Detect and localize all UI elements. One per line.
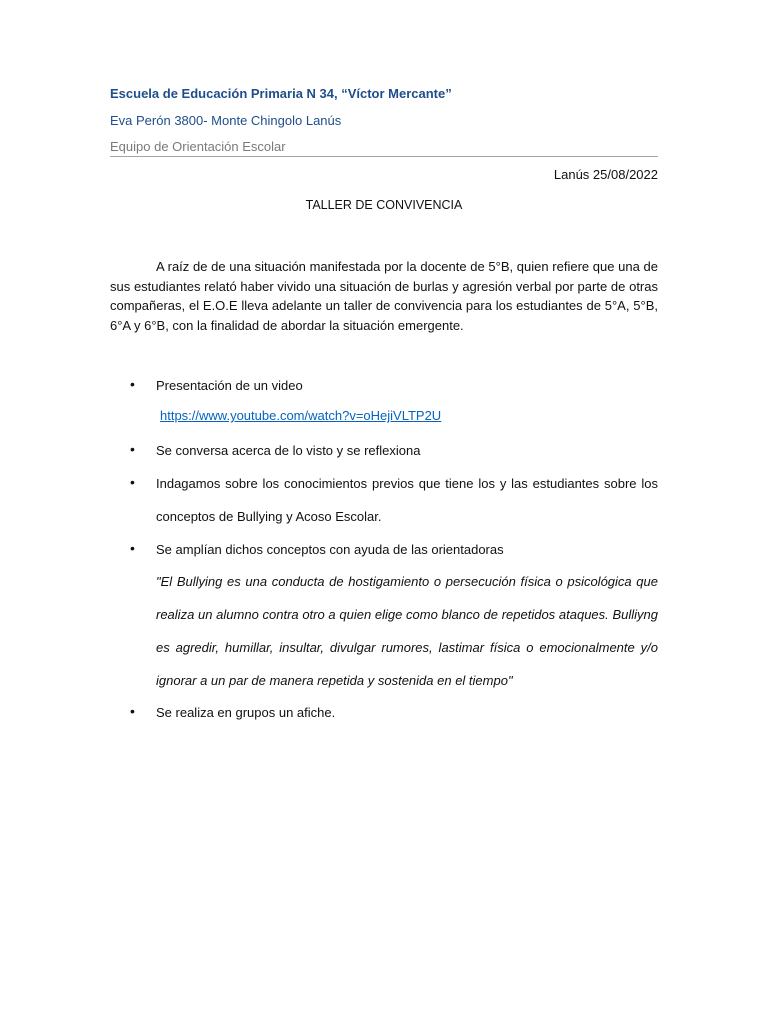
- list-item: Se realiza en grupos un afiche.: [156, 705, 336, 720]
- bullet-icon: •: [130, 376, 135, 392]
- list-item: Indagamos sobre los conocimientos previos que tiene los y las estudiantes sobre los conceptos de Bullying y Acoso Escolar.: [156, 476, 658, 524]
- document-title: TALLER DE CONVIVENCIA: [305, 198, 463, 212]
- bullet-icon: •: [130, 441, 135, 457]
- bullet-icon: •: [130, 703, 135, 719]
- list-item: Se amplían dichos conceptos con ayuda de las orientadoras: [156, 542, 504, 557]
- school-name: Escuela de Educación Primaria N 34, “Víctor Mercante”: [110, 86, 452, 101]
- intro-paragraph: A raíz de de una situación manifestada por la docente de 5°B, quien refiere que una de sus estudiantes relató haber vivido una situación de burlas y agresión verbal por parte de otras compañeras, el E.O.E lleva adelante un taller de convivencia para los estudiantes de 5°A, 5°B, 6°A y 6°B, con la finalidad de abordar la situación emergente.: [110, 259, 658, 333]
- header-divider: [110, 156, 658, 157]
- school-address: Eva Perón 3800- Monte Chingolo Lanús: [110, 113, 342, 128]
- video-link[interactable]: https://www.youtube.com/watch?v=oHejiVLTP2U: [160, 408, 442, 423]
- document-date: Lanús 25/08/2022: [553, 167, 658, 182]
- bullet-icon: •: [130, 540, 135, 556]
- bullying-definition-quote: "El Bullying es una conducta de hostigamiento o persecución física o psicológica que realiza un alumno contra otro a quien elige como blanco de repetidos ataques. Bulliyng es agredir, humillar, insultar, divulgar rumores, lastimar física o emocionalmente y/o ignorar a un par de manera repetida y sostenida en el tiempo": [156, 574, 658, 688]
- list-item: Presentación de un video: [156, 378, 303, 393]
- bullet-icon: •: [130, 474, 135, 490]
- team-name: Equipo de Orientación Escolar: [110, 139, 286, 154]
- list-item: Se conversa acerca de lo visto y se reflexiona: [156, 443, 421, 458]
